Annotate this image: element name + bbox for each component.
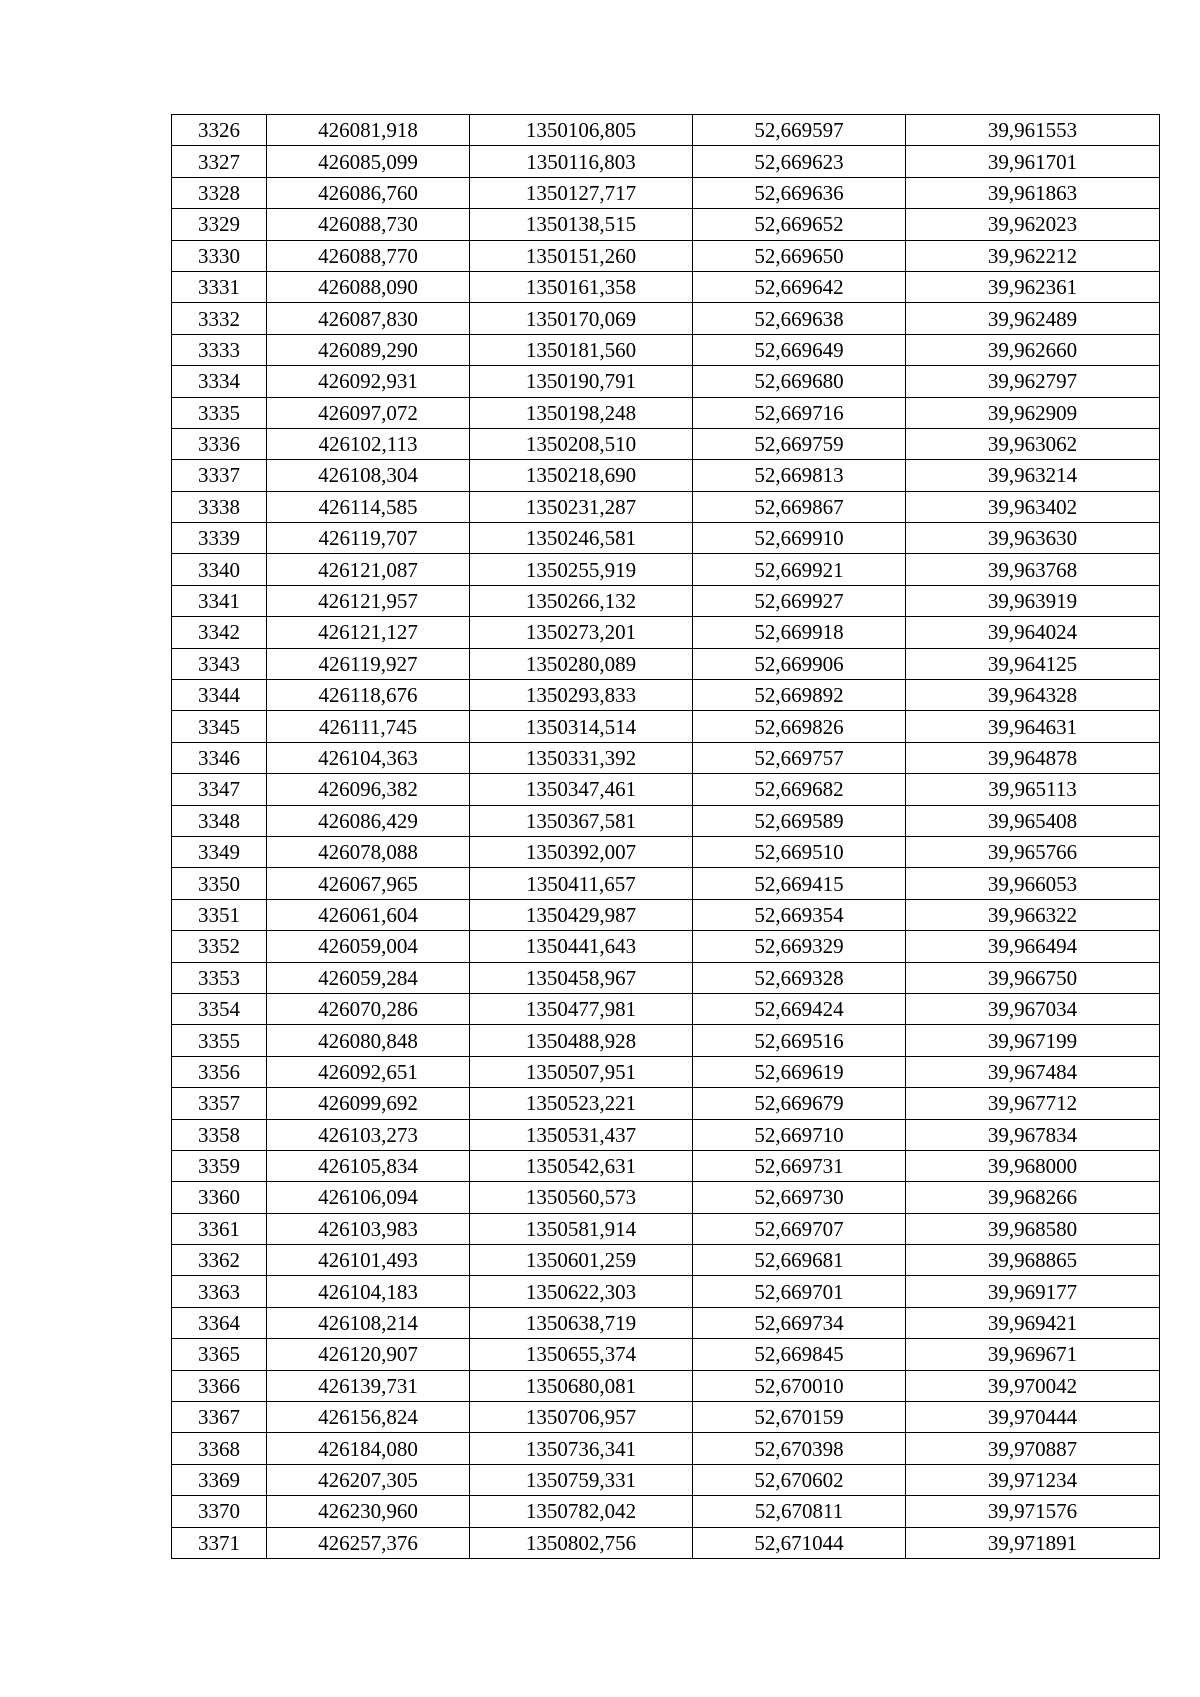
- y-coordinate-cell: 1350392,007: [470, 836, 693, 867]
- y-coordinate-cell: 1350255,919: [470, 554, 693, 585]
- table-row: [172, 1025, 1160, 1056]
- table-row: [172, 554, 1160, 585]
- x-coordinate-cell: 426102,113: [267, 428, 470, 459]
- longitude-cell: 39,962489: [906, 303, 1160, 334]
- point-number-cell: 3364: [172, 1307, 267, 1338]
- longitude-cell: 39,968865: [906, 1245, 1160, 1276]
- latitude-cell: 52,669589: [693, 805, 906, 836]
- point-number-cell: 3367: [172, 1402, 267, 1433]
- table-row: [172, 962, 1160, 993]
- y-coordinate-cell: 1350280,089: [470, 648, 693, 679]
- table-row: [172, 1433, 1160, 1464]
- x-coordinate-cell: 426096,382: [267, 774, 470, 805]
- table-row: [172, 617, 1160, 648]
- longitude-cell: 39,962212: [906, 240, 1160, 271]
- latitude-cell: 52,669415: [693, 868, 906, 899]
- x-coordinate-cell: 426104,363: [267, 742, 470, 773]
- x-coordinate-cell: 426059,004: [267, 931, 470, 962]
- longitude-cell: 39,969421: [906, 1307, 1160, 1338]
- latitude-cell: 52,669597: [693, 115, 906, 146]
- table-row: [172, 303, 1160, 334]
- latitude-cell: 52,669642: [693, 271, 906, 302]
- table-row: [172, 993, 1160, 1024]
- x-coordinate-cell: 426103,983: [267, 1213, 470, 1244]
- longitude-cell: 39,962797: [906, 366, 1160, 397]
- latitude-cell: 52,669354: [693, 899, 906, 930]
- point-number-cell: 3347: [172, 774, 267, 805]
- latitude-cell: 52,669867: [693, 491, 906, 522]
- y-coordinate-cell: 1350246,581: [470, 523, 693, 554]
- latitude-cell: 52,669892: [693, 680, 906, 711]
- x-coordinate-cell: 426207,305: [267, 1464, 470, 1495]
- longitude-cell: 39,969671: [906, 1339, 1160, 1370]
- table-row: [172, 428, 1160, 459]
- latitude-cell: 52,669710: [693, 1119, 906, 1150]
- table-row: [172, 209, 1160, 240]
- y-coordinate-cell: 1350314,514: [470, 711, 693, 742]
- point-number-cell: 3365: [172, 1339, 267, 1370]
- longitude-cell: 39,967199: [906, 1025, 1160, 1056]
- longitude-cell: 39,961863: [906, 177, 1160, 208]
- y-coordinate-cell: 1350218,690: [470, 460, 693, 491]
- longitude-cell: 39,970887: [906, 1433, 1160, 1464]
- x-coordinate-cell: 426061,604: [267, 899, 470, 930]
- latitude-cell: 52,669679: [693, 1088, 906, 1119]
- point-number-cell: 3346: [172, 742, 267, 773]
- y-coordinate-cell: 1350655,374: [470, 1339, 693, 1370]
- point-number-cell: 3342: [172, 617, 267, 648]
- table-row: [172, 1245, 1160, 1276]
- table-row: [172, 1056, 1160, 1087]
- y-coordinate-cell: 1350429,987: [470, 899, 693, 930]
- y-coordinate-cell: 1350106,805: [470, 115, 693, 146]
- table-row: [172, 680, 1160, 711]
- table-row: [172, 1150, 1160, 1181]
- x-coordinate-cell: 426087,830: [267, 303, 470, 334]
- latitude-cell: 52,669730: [693, 1182, 906, 1213]
- point-number-cell: 3366: [172, 1370, 267, 1401]
- point-number-cell: 3339: [172, 523, 267, 554]
- longitude-cell: 39,968580: [906, 1213, 1160, 1244]
- longitude-cell: 39,961701: [906, 146, 1160, 177]
- coordinates-table: [171, 114, 1160, 1559]
- longitude-cell: 39,963919: [906, 585, 1160, 616]
- y-coordinate-cell: 1350477,981: [470, 993, 693, 1024]
- y-coordinate-cell: 1350273,201: [470, 617, 693, 648]
- table-row: [172, 366, 1160, 397]
- x-coordinate-cell: 426092,651: [267, 1056, 470, 1087]
- latitude-cell: 52,669681: [693, 1245, 906, 1276]
- longitude-cell: 39,964328: [906, 680, 1160, 711]
- table-row: [172, 271, 1160, 302]
- y-coordinate-cell: 1350231,287: [470, 491, 693, 522]
- point-number-cell: 3350: [172, 868, 267, 899]
- y-coordinate-cell: 1350531,437: [470, 1119, 693, 1150]
- latitude-cell: 52,670159: [693, 1402, 906, 1433]
- longitude-cell: 39,963402: [906, 491, 1160, 522]
- point-number-cell: 3340: [172, 554, 267, 585]
- y-coordinate-cell: 1350542,631: [470, 1150, 693, 1181]
- y-coordinate-cell: 1350601,259: [470, 1245, 693, 1276]
- x-coordinate-cell: 426108,214: [267, 1307, 470, 1338]
- table-row: [172, 523, 1160, 554]
- table-row: [172, 1527, 1160, 1558]
- longitude-cell: 39,964631: [906, 711, 1160, 742]
- point-number-cell: 3371: [172, 1527, 267, 1558]
- x-coordinate-cell: 426070,286: [267, 993, 470, 1024]
- x-coordinate-cell: 426092,931: [267, 366, 470, 397]
- longitude-cell: 39,963062: [906, 428, 1160, 459]
- x-coordinate-cell: 426114,585: [267, 491, 470, 522]
- y-coordinate-cell: 1350706,957: [470, 1402, 693, 1433]
- point-number-cell: 3348: [172, 805, 267, 836]
- point-number-cell: 3327: [172, 146, 267, 177]
- latitude-cell: 52,669759: [693, 428, 906, 459]
- x-coordinate-cell: 426111,745: [267, 711, 470, 742]
- longitude-cell: 39,965766: [906, 836, 1160, 867]
- y-coordinate-cell: 1350488,928: [470, 1025, 693, 1056]
- table-row: [172, 146, 1160, 177]
- y-coordinate-cell: 1350181,560: [470, 334, 693, 365]
- x-coordinate-cell: 426118,676: [267, 680, 470, 711]
- table-row: [172, 836, 1160, 867]
- x-coordinate-cell: 426078,088: [267, 836, 470, 867]
- x-coordinate-cell: 426156,824: [267, 1402, 470, 1433]
- x-coordinate-cell: 426105,834: [267, 1150, 470, 1181]
- point-number-cell: 3356: [172, 1056, 267, 1087]
- table-row: [172, 491, 1160, 522]
- latitude-cell: 52,670811: [693, 1496, 906, 1527]
- y-coordinate-cell: 1350458,967: [470, 962, 693, 993]
- latitude-cell: 52,669623: [693, 146, 906, 177]
- point-number-cell: 3343: [172, 648, 267, 679]
- x-coordinate-cell: 426086,429: [267, 805, 470, 836]
- longitude-cell: 39,964125: [906, 648, 1160, 679]
- x-coordinate-cell: 426088,770: [267, 240, 470, 271]
- latitude-cell: 52,671044: [693, 1527, 906, 1558]
- point-number-cell: 3326: [172, 115, 267, 146]
- point-number-cell: 3369: [172, 1464, 267, 1495]
- point-number-cell: 3355: [172, 1025, 267, 1056]
- table-row: [172, 1213, 1160, 1244]
- y-coordinate-cell: 1350782,042: [470, 1496, 693, 1527]
- point-number-cell: 3337: [172, 460, 267, 491]
- y-coordinate-cell: 1350523,221: [470, 1088, 693, 1119]
- longitude-cell: 39,967834: [906, 1119, 1160, 1150]
- table-row: [172, 1370, 1160, 1401]
- x-coordinate-cell: 426099,692: [267, 1088, 470, 1119]
- longitude-cell: 39,967712: [906, 1088, 1160, 1119]
- latitude-cell: 52,669927: [693, 585, 906, 616]
- y-coordinate-cell: 1350151,260: [470, 240, 693, 271]
- y-coordinate-cell: 1350347,461: [470, 774, 693, 805]
- latitude-cell: 52,669619: [693, 1056, 906, 1087]
- point-number-cell: 3352: [172, 931, 267, 962]
- longitude-cell: 39,963214: [906, 460, 1160, 491]
- latitude-cell: 52,669918: [693, 617, 906, 648]
- y-coordinate-cell: 1350127,717: [470, 177, 693, 208]
- point-number-cell: 3341: [172, 585, 267, 616]
- latitude-cell: 52,669650: [693, 240, 906, 271]
- point-number-cell: 3336: [172, 428, 267, 459]
- y-coordinate-cell: 1350367,581: [470, 805, 693, 836]
- x-coordinate-cell: 426257,376: [267, 1527, 470, 1558]
- y-coordinate-cell: 1350622,303: [470, 1276, 693, 1307]
- x-coordinate-cell: 426104,183: [267, 1276, 470, 1307]
- table-row: [172, 1307, 1160, 1338]
- latitude-cell: 52,669636: [693, 177, 906, 208]
- y-coordinate-cell: 1350638,719: [470, 1307, 693, 1338]
- y-coordinate-cell: 1350170,069: [470, 303, 693, 334]
- longitude-cell: 39,966322: [906, 899, 1160, 930]
- y-coordinate-cell: 1350138,515: [470, 209, 693, 240]
- x-coordinate-cell: 426106,094: [267, 1182, 470, 1213]
- y-coordinate-cell: 1350581,914: [470, 1213, 693, 1244]
- table-row: [172, 711, 1160, 742]
- table-row: [172, 774, 1160, 805]
- longitude-cell: 39,964024: [906, 617, 1160, 648]
- longitude-cell: 39,971576: [906, 1496, 1160, 1527]
- x-coordinate-cell: 426103,273: [267, 1119, 470, 1150]
- x-coordinate-cell: 426119,707: [267, 523, 470, 554]
- latitude-cell: 52,669649: [693, 334, 906, 365]
- y-coordinate-cell: 1350198,248: [470, 397, 693, 428]
- y-coordinate-cell: 1350331,392: [470, 742, 693, 773]
- table-row: [172, 742, 1160, 773]
- table-row: [172, 240, 1160, 271]
- y-coordinate-cell: 1350507,951: [470, 1056, 693, 1087]
- point-number-cell: 3344: [172, 680, 267, 711]
- x-coordinate-cell: 426080,848: [267, 1025, 470, 1056]
- x-coordinate-cell: 426085,099: [267, 146, 470, 177]
- latitude-cell: 52,669826: [693, 711, 906, 742]
- y-coordinate-cell: 1350441,643: [470, 931, 693, 962]
- longitude-cell: 39,963630: [906, 523, 1160, 554]
- longitude-cell: 39,961553: [906, 115, 1160, 146]
- latitude-cell: 52,669731: [693, 1150, 906, 1181]
- x-coordinate-cell: 426097,072: [267, 397, 470, 428]
- point-number-cell: 3338: [172, 491, 267, 522]
- longitude-cell: 39,966750: [906, 962, 1160, 993]
- point-number-cell: 3353: [172, 962, 267, 993]
- latitude-cell: 52,669328: [693, 962, 906, 993]
- x-coordinate-cell: 426088,090: [267, 271, 470, 302]
- latitude-cell: 52,669906: [693, 648, 906, 679]
- latitude-cell: 52,669845: [693, 1339, 906, 1370]
- latitude-cell: 52,670398: [693, 1433, 906, 1464]
- x-coordinate-cell: 426059,284: [267, 962, 470, 993]
- x-coordinate-cell: 426121,087: [267, 554, 470, 585]
- y-coordinate-cell: 1350560,573: [470, 1182, 693, 1213]
- x-coordinate-cell: 426101,493: [267, 1245, 470, 1276]
- longitude-cell: 39,962909: [906, 397, 1160, 428]
- y-coordinate-cell: 1350266,132: [470, 585, 693, 616]
- table-row: [172, 1276, 1160, 1307]
- table-row: [172, 868, 1160, 899]
- point-number-cell: 3349: [172, 836, 267, 867]
- longitude-cell: 39,967034: [906, 993, 1160, 1024]
- point-number-cell: 3368: [172, 1433, 267, 1464]
- table-row: [172, 931, 1160, 962]
- y-coordinate-cell: 1350190,791: [470, 366, 693, 397]
- latitude-cell: 52,669424: [693, 993, 906, 1024]
- point-number-cell: 3362: [172, 1245, 267, 1276]
- table-row: [172, 460, 1160, 491]
- table-row: [172, 397, 1160, 428]
- latitude-cell: 52,669707: [693, 1213, 906, 1244]
- y-coordinate-cell: 1350161,358: [470, 271, 693, 302]
- point-number-cell: 3328: [172, 177, 267, 208]
- latitude-cell: 52,670602: [693, 1464, 906, 1495]
- x-coordinate-cell: 426089,290: [267, 334, 470, 365]
- latitude-cell: 52,669734: [693, 1307, 906, 1338]
- point-number-cell: 3332: [172, 303, 267, 334]
- point-number-cell: 3335: [172, 397, 267, 428]
- latitude-cell: 52,669682: [693, 774, 906, 805]
- longitude-cell: 39,970444: [906, 1402, 1160, 1433]
- latitude-cell: 52,669910: [693, 523, 906, 554]
- point-number-cell: 3360: [172, 1182, 267, 1213]
- table-row: [172, 1464, 1160, 1495]
- table-row: [172, 1339, 1160, 1370]
- point-number-cell: 3330: [172, 240, 267, 271]
- longitude-cell: 39,963768: [906, 554, 1160, 585]
- table-row: [172, 1119, 1160, 1150]
- longitude-cell: 39,962023: [906, 209, 1160, 240]
- point-number-cell: 3331: [172, 271, 267, 302]
- longitude-cell: 39,971234: [906, 1464, 1160, 1495]
- longitude-cell: 39,970042: [906, 1370, 1160, 1401]
- table-row: [172, 805, 1160, 836]
- table-row: [172, 177, 1160, 208]
- longitude-cell: 39,966053: [906, 868, 1160, 899]
- table-row: [172, 648, 1160, 679]
- coordinates-table-body: [172, 115, 1160, 1559]
- x-coordinate-cell: 426230,960: [267, 1496, 470, 1527]
- longitude-cell: 39,966494: [906, 931, 1160, 962]
- latitude-cell: 52,669716: [693, 397, 906, 428]
- x-coordinate-cell: 426086,760: [267, 177, 470, 208]
- y-coordinate-cell: 1350411,657: [470, 868, 693, 899]
- latitude-cell: 52,669680: [693, 366, 906, 397]
- point-number-cell: 3354: [172, 993, 267, 1024]
- longitude-cell: 39,968266: [906, 1182, 1160, 1213]
- x-coordinate-cell: 426121,127: [267, 617, 470, 648]
- table-row: [172, 1496, 1160, 1527]
- y-coordinate-cell: 1350116,803: [470, 146, 693, 177]
- longitude-cell: 39,971891: [906, 1527, 1160, 1558]
- table-row: [172, 585, 1160, 616]
- point-number-cell: 3334: [172, 366, 267, 397]
- y-coordinate-cell: 1350293,833: [470, 680, 693, 711]
- latitude-cell: 52,669516: [693, 1025, 906, 1056]
- table-row: [172, 899, 1160, 930]
- latitude-cell: 52,669813: [693, 460, 906, 491]
- latitude-cell: 52,669510: [693, 836, 906, 867]
- x-coordinate-cell: 426088,730: [267, 209, 470, 240]
- latitude-cell: 52,669652: [693, 209, 906, 240]
- latitude-cell: 52,669921: [693, 554, 906, 585]
- table-row: [172, 1182, 1160, 1213]
- point-number-cell: 3329: [172, 209, 267, 240]
- latitude-cell: 52,669329: [693, 931, 906, 962]
- latitude-cell: 52,669701: [693, 1276, 906, 1307]
- y-coordinate-cell: 1350759,331: [470, 1464, 693, 1495]
- longitude-cell: 39,965408: [906, 805, 1160, 836]
- x-coordinate-cell: 426067,965: [267, 868, 470, 899]
- longitude-cell: 39,965113: [906, 774, 1160, 805]
- x-coordinate-cell: 426119,927: [267, 648, 470, 679]
- y-coordinate-cell: 1350736,341: [470, 1433, 693, 1464]
- x-coordinate-cell: 426108,304: [267, 460, 470, 491]
- x-coordinate-cell: 426081,918: [267, 115, 470, 146]
- point-number-cell: 3361: [172, 1213, 267, 1244]
- point-number-cell: 3351: [172, 899, 267, 930]
- longitude-cell: 39,969177: [906, 1276, 1160, 1307]
- x-coordinate-cell: 426139,731: [267, 1370, 470, 1401]
- latitude-cell: 52,670010: [693, 1370, 906, 1401]
- x-coordinate-cell: 426184,080: [267, 1433, 470, 1464]
- y-coordinate-cell: 1350802,756: [470, 1527, 693, 1558]
- y-coordinate-cell: 1350208,510: [470, 428, 693, 459]
- latitude-cell: 52,669757: [693, 742, 906, 773]
- longitude-cell: 39,964878: [906, 742, 1160, 773]
- point-number-cell: 3357: [172, 1088, 267, 1119]
- point-number-cell: 3370: [172, 1496, 267, 1527]
- longitude-cell: 39,962660: [906, 334, 1160, 365]
- longitude-cell: 39,968000: [906, 1150, 1160, 1181]
- longitude-cell: 39,967484: [906, 1056, 1160, 1087]
- table-row: [172, 1088, 1160, 1119]
- table-row: [172, 334, 1160, 365]
- point-number-cell: 3333: [172, 334, 267, 365]
- table-row: [172, 115, 1160, 146]
- longitude-cell: 39,962361: [906, 271, 1160, 302]
- table-row: [172, 1402, 1160, 1433]
- point-number-cell: 3359: [172, 1150, 267, 1181]
- x-coordinate-cell: 426121,957: [267, 585, 470, 616]
- point-number-cell: 3358: [172, 1119, 267, 1150]
- x-coordinate-cell: 426120,907: [267, 1339, 470, 1370]
- latitude-cell: 52,669638: [693, 303, 906, 334]
- y-coordinate-cell: 1350680,081: [470, 1370, 693, 1401]
- point-number-cell: 3363: [172, 1276, 267, 1307]
- point-number-cell: 3345: [172, 711, 267, 742]
